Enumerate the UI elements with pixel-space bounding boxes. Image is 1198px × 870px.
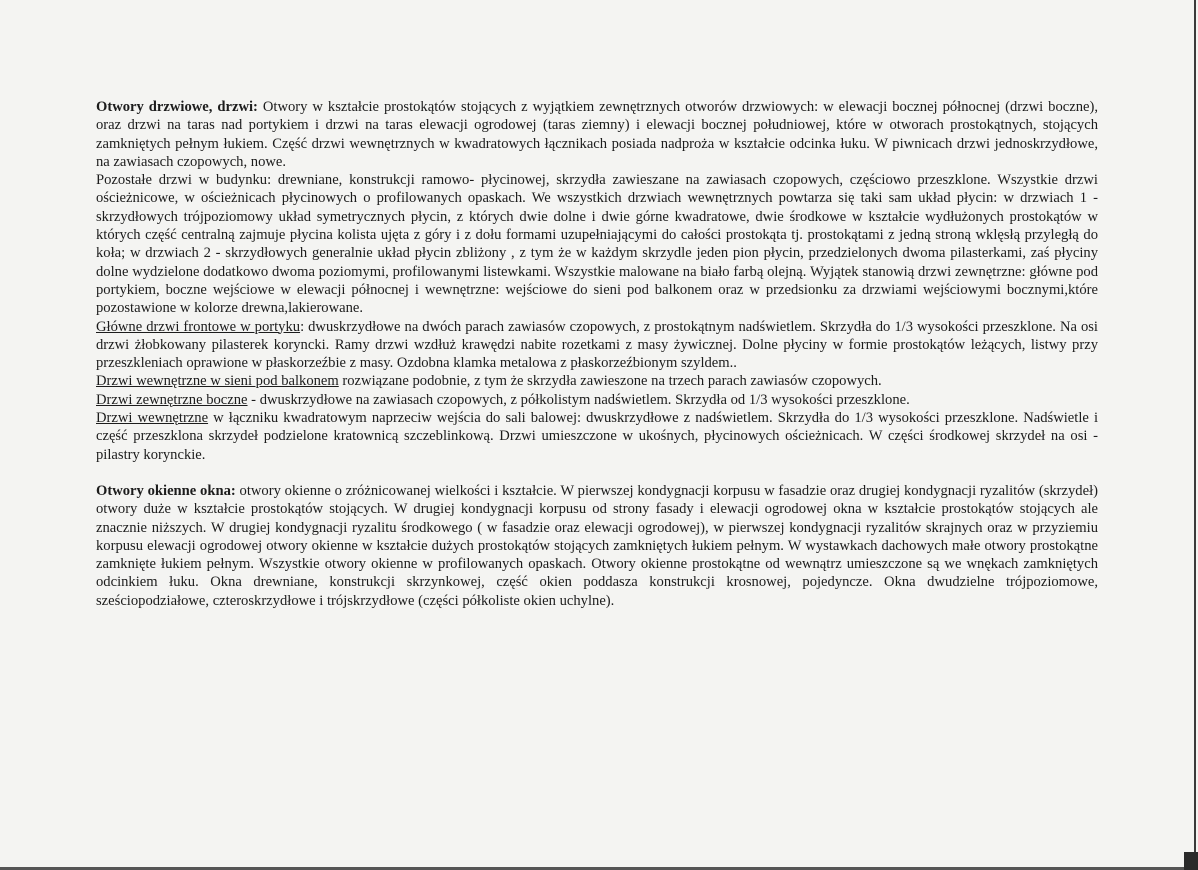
- doors-other-paragraph: Pozostałe drzwi w budynku: drewniane, konstrukcji ramowo- płycinowej, skrzydła zawieszane na zawiasach czopowych, częściowo przeszklone. Wszystkie drzwi ościeżnicowe, w ościeżnicach płycinowych o profilowanych opaskach. We wszystkich drzwiach wewnętrznych powtarza się taki sam układ płycin: w drzwiach 1 - skrzydłowych trójpoziomowy układ symetrycznych płycin, z których dwie dolne i dwie górne kwadratowe, dwie środkowe w kształcie wydłużonych prostokątów w których część centralną zajmuje płycina kolista ujęta z góry i z dołu formami uzupełniającymi do całości prostokąta tj. prostokątami z jedną stroną wklęsłą przyległą do koła; w drzwiach 2 - skrzydłowych generalnie układ płycin zbliżony , z tym że w każdym skrzydle jeden pion płycin, przedzielonych dwoma pilasterkami, zaś płyciny dolne wydzielone dodatkowo dwoma poziomymi, profilowanymi listewkami. Wszystkie malowane na biało farbą olejną. Wyjątek stanowią drzwi zewnętrzne: główne pod portykiem, boczne wejściowe w elewacji północnej i wewnętrzne: wejściowe do sieni pod balkonem oraz w przedsionku za drzwiami wejściowymi bocznymi,które pozostawione w kolorze drewna,lakierowane.: [96, 172, 1098, 317]
- scan-edge-right: [1194, 0, 1196, 870]
- inner-door-label: Drzwi wewnętrzne: [96, 410, 209, 427]
- balcony-door-paragraph: [96, 372, 1098, 390]
- doors-heading: Otwory drzwiowe, drzwi:: [96, 99, 258, 115]
- balcony-door-text: rozwiązane podobnie, z tym że skrzydła zawieszone na trzech parach zawiasów czopowych.: [338, 373, 882, 390]
- windows-paragraph: [96, 482, 1098, 610]
- side-door-label: Drzwi zewnętrzne boczne: [96, 391, 248, 408]
- front-door-label: Główne drzwi frontowe w portyku: [96, 318, 301, 335]
- windows-text: otwory okienne o zróżnicowanej wielkości i kształcie. W pierwszej kondygnacji korpusu w fasadzie oraz drugiej kondygnacji ryzalitów (skrzydeł) otwory duże w kształcie prostokątów stojących. W drugiej kondygnacji korpusu od strony fasady i elewacji ogrodowej okna w kształcie prostokątów stojących ale znacznie niższych. W drugiej kondygnacji ryzalitu środkowego ( w fasadzie oraz elewacji ogrodowej), w pierwszej kondygnacji ryzalitów skrajnych oraz w przyziemiu korpusu elewacji ogrodowej otwory okienne w kształcie dużych prostokątów stojących zamkniętych łukiem pełnym. W wystawkach dachowych małe otwory prostokątne zamknięte łukiem pełnym. Wszystkie otwory okienne w profilowanych opaskach. Otwory okienne prostokątne od wewnątrz umieszczone są we wnękach zamkniętych odcinkiem łuku. Okna drewniane, konstrukcji skrzynkowej, część okien poddasza konstrukcji krosnowej, pojedyncze. Okna dwudzielne trójpoziomowe, sześciopodziałowe, czteroskrzydłowe i trójskrzydłowe (części półkoliste okien uchylne).: [96, 482, 1098, 609]
- doors-paragraph: [96, 98, 1098, 171]
- document-body: [96, 98, 1098, 610]
- section-gap: [96, 464, 1098, 482]
- balcony-door-label: Drzwi wewnętrzne w sieni pod balkonem: [96, 373, 339, 390]
- side-door-text: - dwuskrzydłowe na zawiasach czopowych, z półkolistym nadświetlem. Skrzydła od 1/3 wysokości przeszklone.: [247, 391, 910, 408]
- inner-door-text: w łączniku kwadratowym naprzeciw wejścia do sali balowej: dwuskrzydłowe z nadświetlem. Skrzydła do 1/3 wysokości przeszklone. Nadświetle i część przeszklona skrzydeł podzielone kratownicą szczeblinkową. Drzwi umieszczone w ukośnych, płycinowych ościeżnicach. W części środkowej skrzydeł na osi - pilastry korynckie.: [96, 410, 1098, 463]
- side-door-paragraph: [96, 391, 1098, 409]
- front-door-text: : dwuskrzydłowe na dwóch parach zawiasów czopowych, z prostokątnym nadświetlem. Skrzydła do 1/3 wysokości przeszklone. Na osi drzwi żłobkowany pilasterek koryncki. Ramy drzwi wzdłuż krawędzi nabite rozetkami z masy żywicznej. Dolne płyciny w formie prostokątów leżących, listwy przy przeszkleniach oprawione w płaskorzeźbie z masy. Ozdobna klamka metalowa z płaskorzeźbionym szyldem..: [96, 318, 1098, 372]
- scan-corner-mark: [1184, 852, 1198, 870]
- windows-heading: Otwory okienne okna:: [96, 482, 236, 499]
- doors-intro: Otwory w kształcie prostokątów stojących z wyjątkiem zewnętrznych otworów drzwiowych: w elewacji bocznej północnej (drzwi boczne), oraz drzwi na taras nad portykiem i drzwi na taras elewacji ogrodowej (taras ziemny) i elewacji bocznej południowej, które w otworach prostokątnych, stojących zamkniętych pełnym łukiem. Część drzwi wewnętrznych w kwadratowych łącznikach posiada nadproża w kształcie odcinka łuku. W piwnicach drzwi jednoskrzydłowe, na zawiasach czopowych, nowe.: [96, 99, 1098, 170]
- inner-door-paragraph: [96, 409, 1098, 464]
- front-door-paragraph: [96, 318, 1098, 373]
